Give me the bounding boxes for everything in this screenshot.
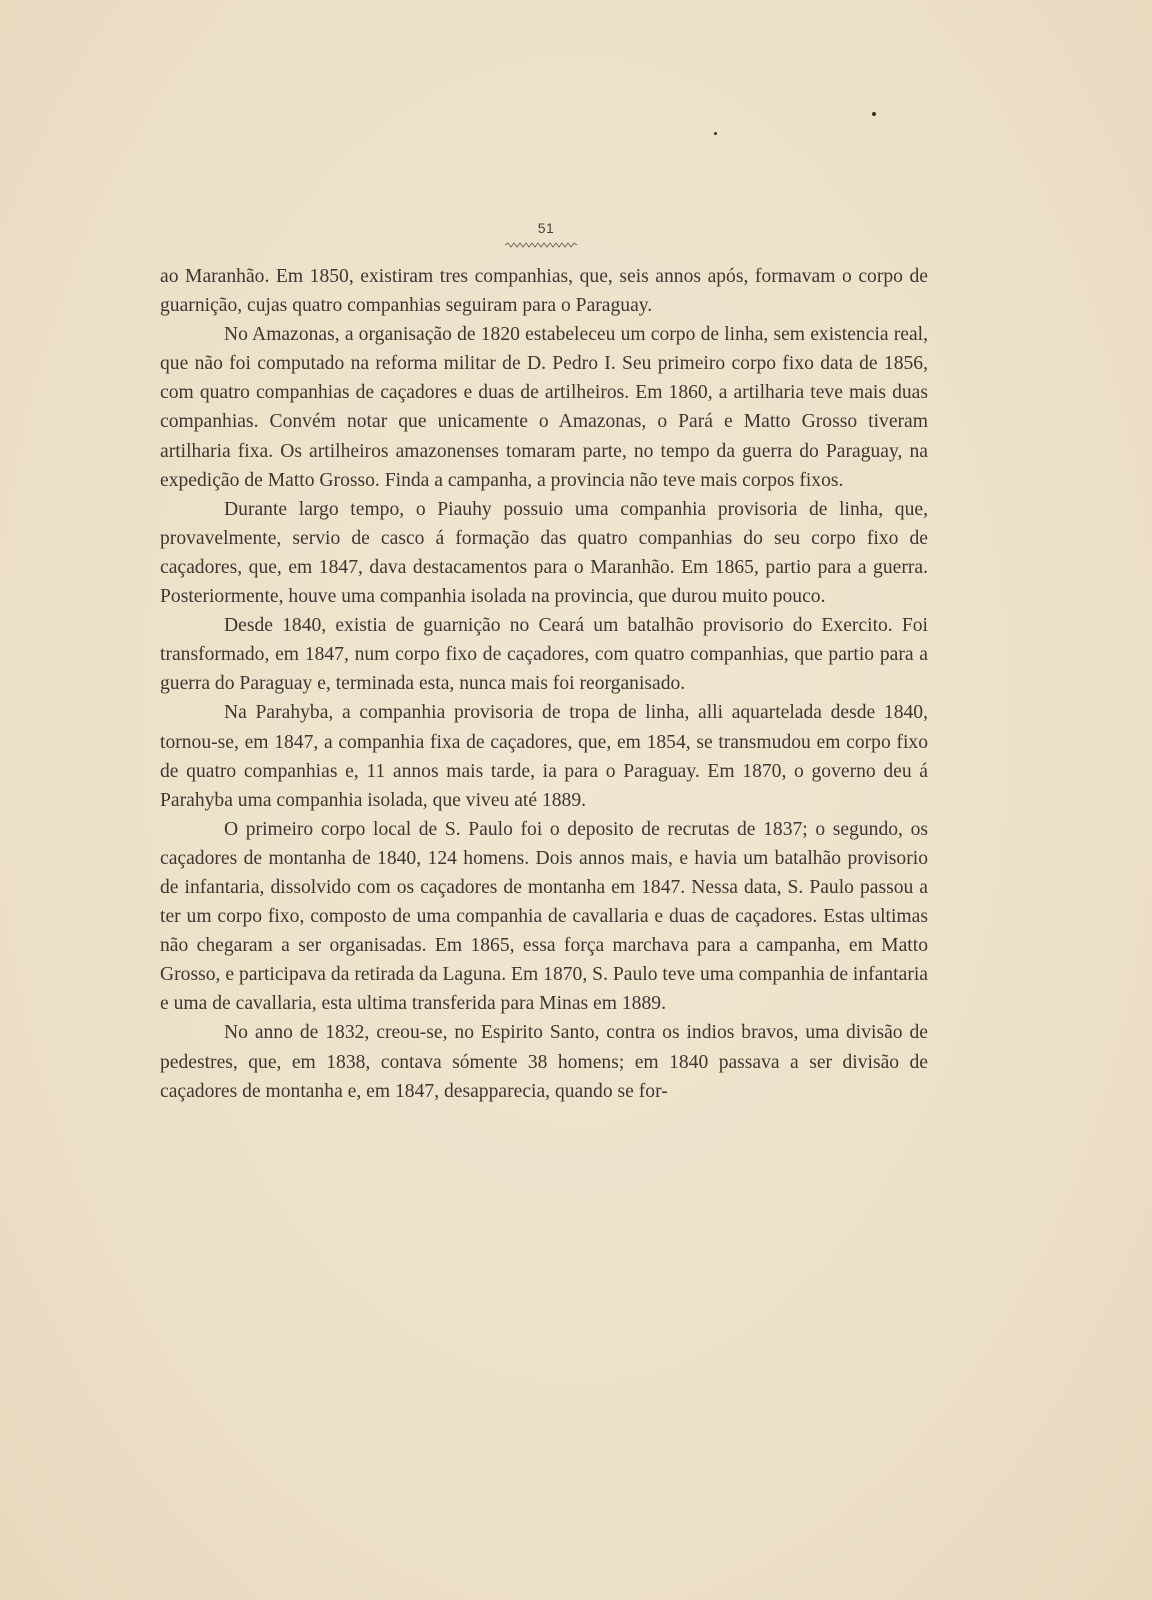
paragraph: No anno de 1832, creou-se, no Espirito Santo, contra os indios bravos, uma divisão de pedestres, que, em 1838, contava sómente 38 homens; em 1840 passava a ser divisão de caçadores de montanha e, em 1847, desapparecia, quando se for- (160, 1022, 928, 1102)
paragraph: Desde 1840, existia de guarnição no Ceará um batalhão provisorio do Exercito. Foi transformado, em 1847, num corpo fixo de caçadores, com quatro companhias, que partio para a guerra do Paraguay e, terminada esta, nunca mais foi reorganisado. (160, 615, 928, 695)
ink-speck (872, 112, 876, 116)
body-text (160, 262, 928, 1106)
page-number-ornament (505, 242, 577, 248)
paragraph: O primeiro corpo local de S. Paulo foi o deposito de recrutas de 1837; o segundo, os caçadores de montanha de 1840, 124 homens. Dois annos mais, e havia um batalhão provisorio de infantaria, dissolvido com os caçadores de montanha em 1847. Nessa data, S. Paulo passou a ter um corpo fixo, composto de uma companhia de cavallaria e duas de caçadores. Estas ultimas não chegaram a ser organisadas. Em 1865, essa força marchava para a campanha, em Matto Grosso, e participava da retirada da Laguna. Em 1870, S. Paulo teve uma companhia de infantaria e uma de cavallaria, esta ultima transferida para Minas em 1889. (160, 818, 928, 1015)
paragraph: Durante largo tempo, o Piauhy possuio uma companhia provisoria de linha, que, provavelmente, servio de casco á formação das quatro companhias do seu corpo fixo de caçadores, que, em 1847, dava destacamentos para o Maranhão. Em 1865, partio para a guerra. Posteriormente, houve uma companhia isolada na provincia, que durou muito pouco. (160, 498, 928, 608)
paragraph: ao Maranhão. Em 1850, existiram tres companhias, que, seis annos após, formavam o corpo de guarnição, cujas quatro companhias seguiram para o Paraguay. (160, 266, 928, 317)
ink-speck (714, 132, 717, 135)
paragraph: No Amazonas, a organisação de 1820 estabeleceu um corpo de linha, sem existencia real, que não foi computado na reforma militar de D. Pedro I. Seu primeiro corpo fixo data de 1856, com quatro companhias de caçadores e duas de artilheiros. Em 1860, a artilharia teve mais duas companhias. Convém notar que unicamente o Amazonas, o Pará e Matto Grosso tiveram artilharia fixa. Os artilheiros amazonenses tomaram parte, no tempo da guerra do Paraguay, na expedição de Matto Grosso. Finda a campanha, a provincia não teve mais corpos fixos. (160, 324, 928, 491)
page-number: 51 (537, 220, 555, 236)
paragraph: Na Parahyba, a companhia provisoria de tropa de linha, alli aquartelada desde 1840, tornou-se, em 1847, a companhia fixa de caçadores, que, em 1854, se transmudou em corpo fixo de quatro companhias e, 11 annos mais tarde, ia para o Paraguay. Em 1870, o governo deu á Parahyba uma companhia isolada, que viveu até 1889. (160, 702, 928, 811)
